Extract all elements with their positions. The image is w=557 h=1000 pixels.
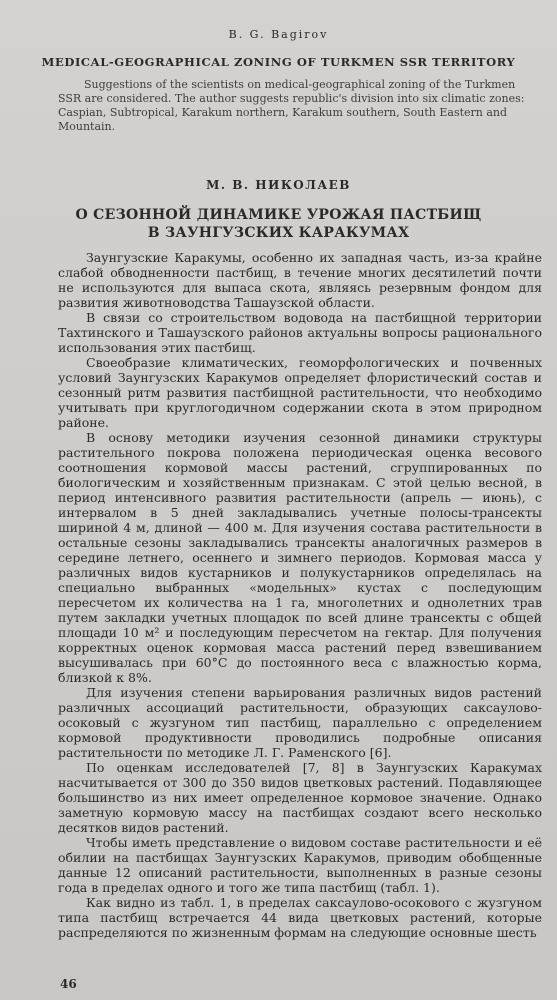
paragraph: Как видно из табл. 1, в пределах саксаулово-осокового с жузгуном типа пастбищ встречается 44 вида цветковых растений, которые распределяются по жизненным формам на следующие основные шесть	[58, 895, 542, 940]
previous-article-abstract: Suggestions of the scientists on medical-geographical zoning of the Turkmen SSR are considered. The author suggests republic's division into six climatic zones: Caspian, Subtropical, Karakum northern, Karakum southern, South Eastern and Mountain.	[58, 78, 525, 133]
paragraph: Заунгузские Каракумы, особенно их западная часть, из-за крайне слабой обводненности пастбищ, в течение многих десятилетий почти не используются для выпаса скота, являясь резервным фондом для развития животноводства Ташаузской области.	[58, 250, 542, 310]
article-title	[0, 206, 557, 242]
page-number: 46	[60, 977, 77, 991]
paragraph: Чтобы иметь представление о видовом составе растительности и её обилии на пастбищах Заунгузских Каракумов, приводим обобщенные данные 12 описаний растительности, выполненных в разные сезоны года в пределах одного и того же типа пастбищ (табл. 1).	[58, 835, 542, 895]
article-title-line-2: В ЗАУНГУЗСКИХ КАРАКУМАХ	[147, 225, 410, 241]
paragraph: В основу методики изучения сезонной динамики структуры растительного покрова положена периодическая оценка весового соотношения кормовой массы растений, сгруппированных по биологическим и хозяйственным признакам. С этой целью весной, в период интенсивного развития растительности (апрель — июнь), с интервалом в 5 дней закладывались учетные полосы-трансекты шириной 4 м, длиной — 400 м. Для изучения состава растительности в остальные сезоны закладывались трансекты аналогичных размеров в середине летнего, осеннего и зимнего периодов. Кормовая масса у различных видов кустарников и полукустарников определялась на специально выбранных «модельных» кустах с последующим пересчетом их количества на 1 га, многолетних и однолетних трав путем закладки учетных площадок по всей длине трансекты с общей площади 10 м² и последующим пересчетом на гектар. Для получения корректных оценок кормовая масса растений перед взвешиванием высушивалась при 60°С до постоянного веса с влажностью корма, близкой к 8%.	[58, 430, 542, 685]
paragraph: Своеобразие климатических, геоморфологических и почвенных условий Заунгузских Каракумов определяет флористический состав и сезонный ритм развития пастбищной растительности, что необходимо учитывать при круглогодичном содержании скота в этом природном районе.	[58, 355, 542, 430]
previous-article-author: B. G. Bagirov	[228, 28, 329, 41]
paragraph: Для изучения степени варьирования различных видов растений различных ассоциаций растительности, образующих саксаулово-осоковый с жузгуном тип пастбищ, параллельно с определением кормовой продуктивности проводились подробные описания растительности по методике Л. Г. Раменского [6].	[58, 685, 542, 760]
article-title-line-1: О СЕЗОННОЙ ДИНАМИКЕ УРОЖАЯ ПАСТБИЩ	[75, 207, 482, 223]
article-author: М. В. НИКОЛАЕВ	[206, 178, 351, 192]
paragraph: В связи со строительством водовода на пастбищной территории Тахтинского и Ташаузского районов актуальны вопросы рационального использования этих пастбищ.	[58, 310, 542, 355]
article-body	[58, 250, 542, 940]
paragraph: По оценкам исследователей [7, 8] в Заунгузских Каракумах насчитывается от 300 до 350 видов цветковых растений. Подавляющее большинство из них имеет определенное кормовое значение. Однако заметную кормовую массу на пастбищах создают всего несколько десятков видов растений.	[58, 760, 542, 835]
previous-article-title: MEDICAL-GEOGRAPHICAL ZONING OF TURKMEN SSR TERRITORY	[41, 55, 516, 69]
